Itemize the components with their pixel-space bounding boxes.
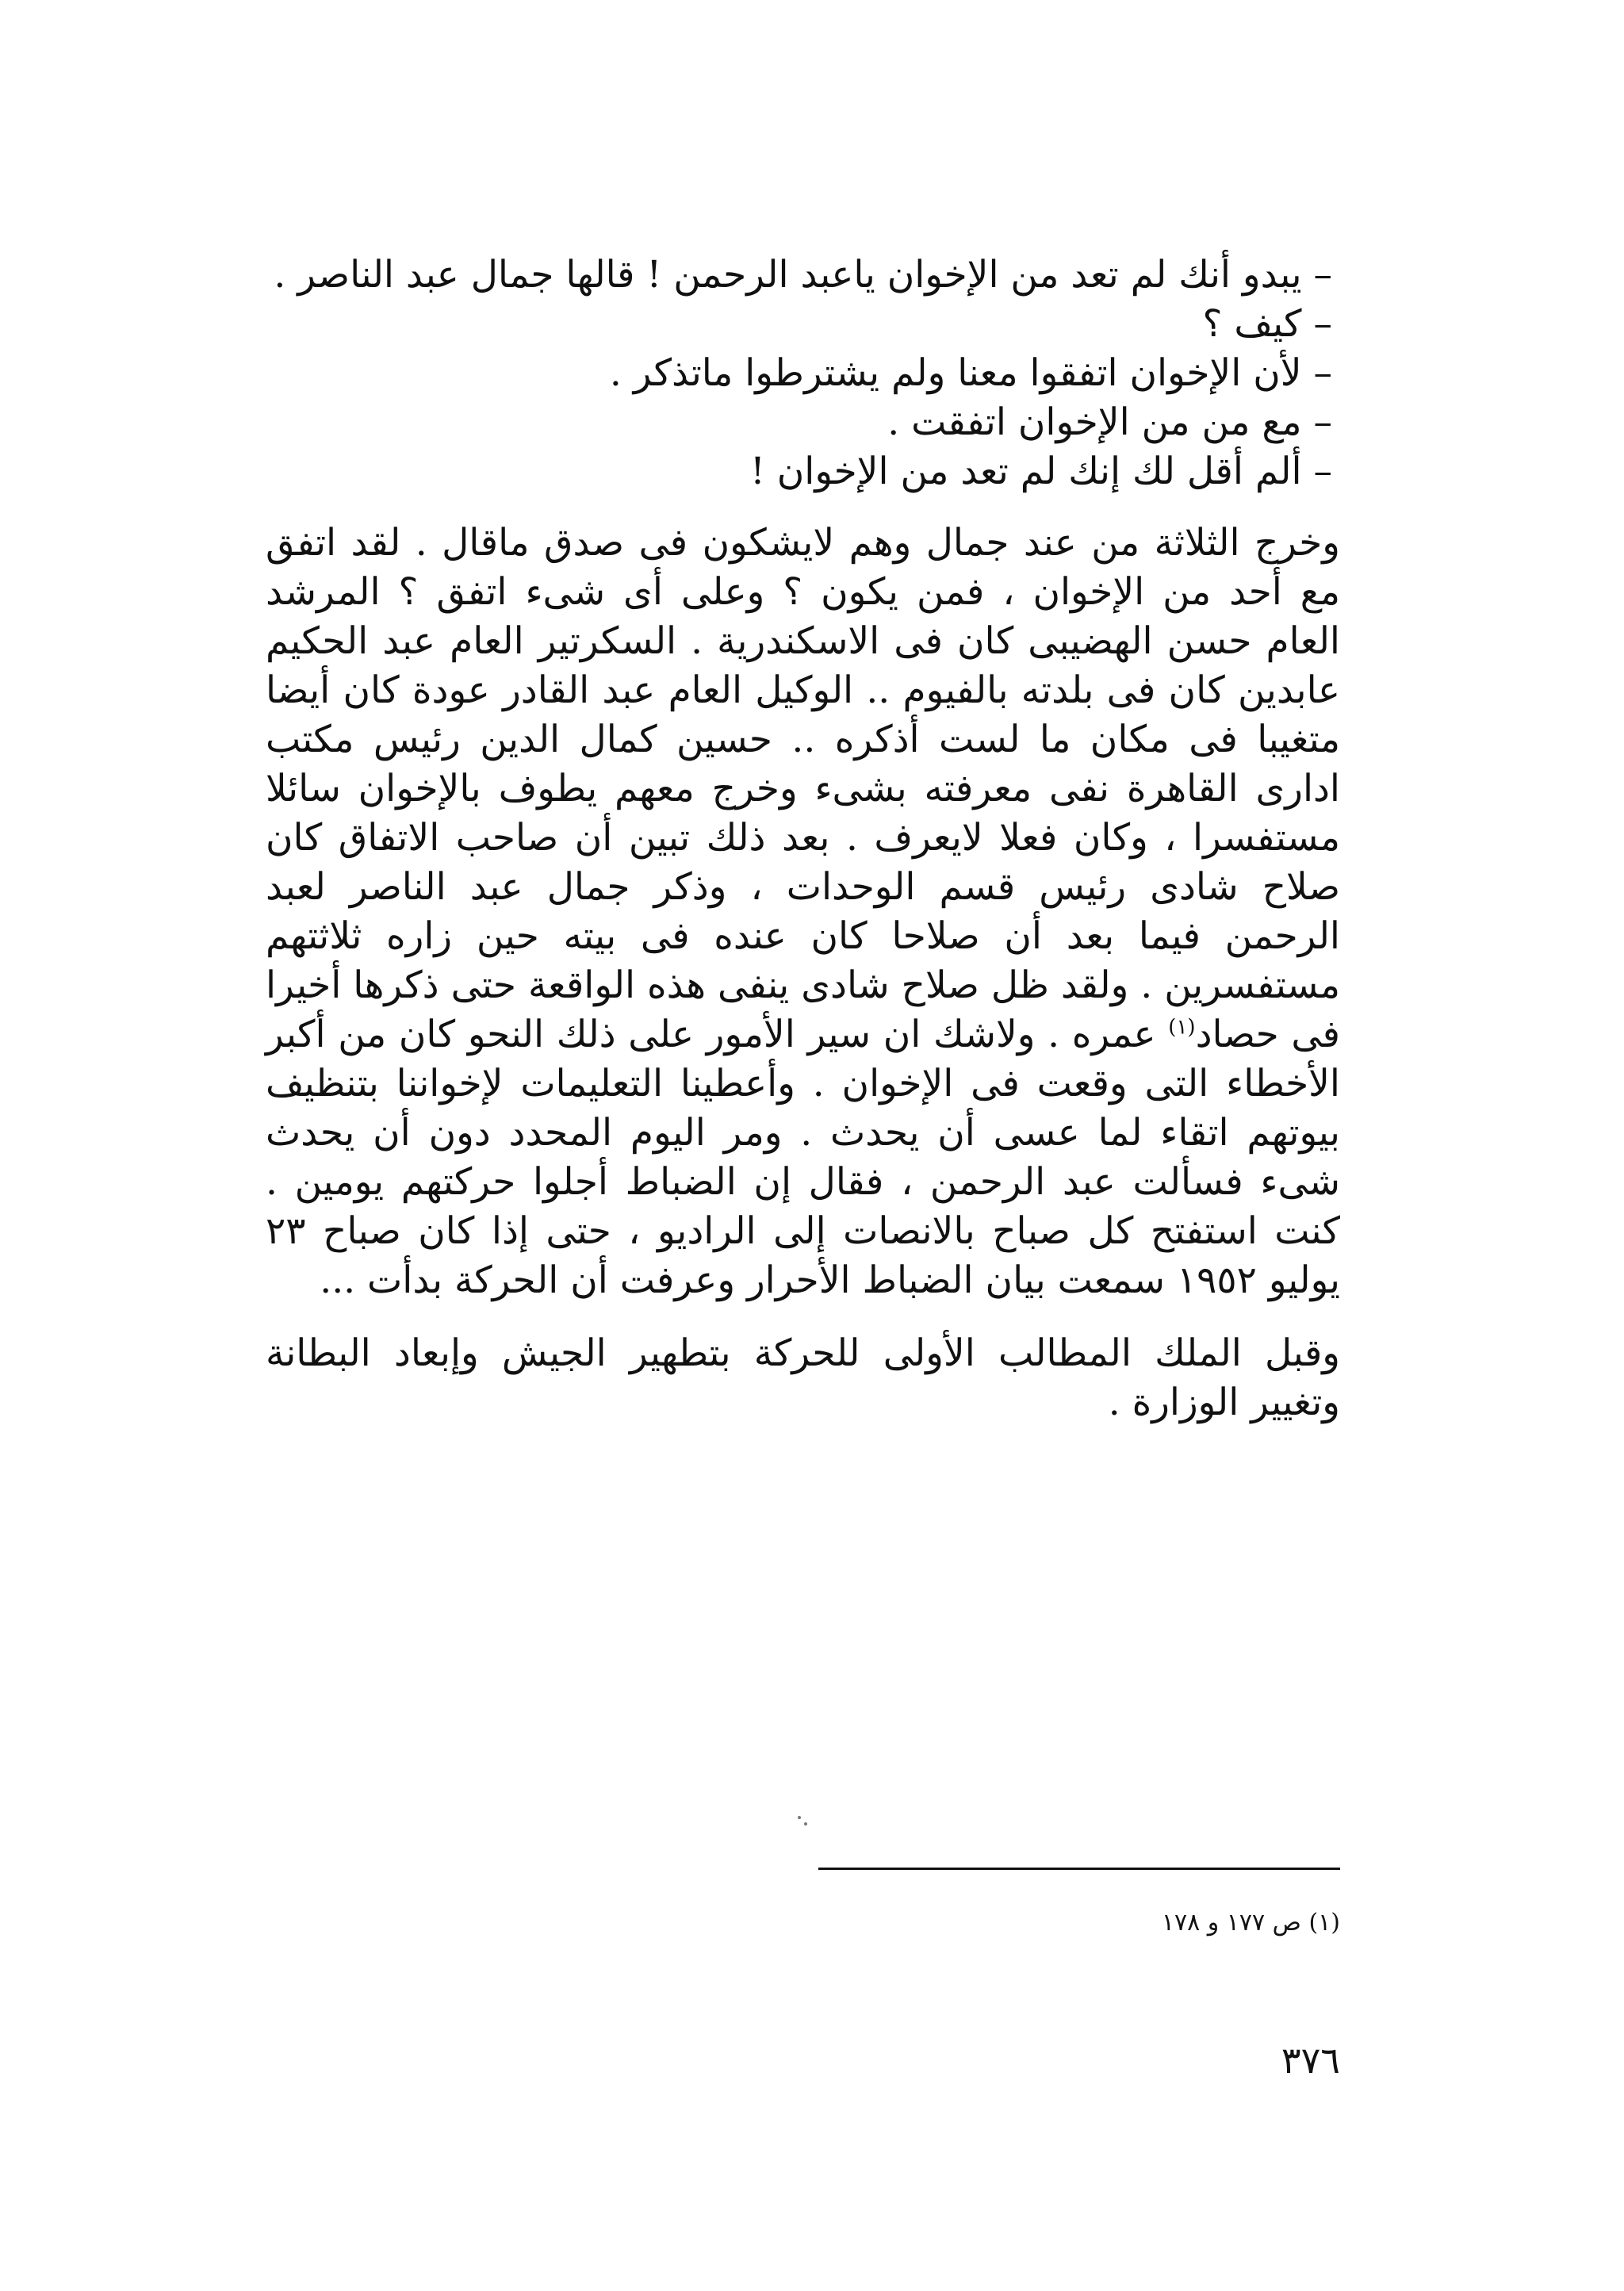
dialogue-line: – كيف ؟ bbox=[1202, 302, 1332, 346]
main-paragraph bbox=[266, 519, 1340, 1305]
footnote-reference-marker: (١) bbox=[1168, 1015, 1196, 1040]
page-body-text bbox=[266, 251, 1340, 1427]
footnote-separator-rule bbox=[818, 1868, 1340, 1870]
scan-speck bbox=[798, 1816, 801, 1819]
dialogue-block bbox=[266, 251, 1340, 496]
dialogue-line: – يبدو أنك لم تعد من الإخوان ياعبد الرحمن ! قالها جمال عبد الناصر . bbox=[274, 253, 1332, 297]
page-number: ٣٧٦ bbox=[1281, 2039, 1340, 2082]
dialogue-line: – مع من من الإخوان اتفقت . bbox=[887, 400, 1332, 444]
scan-speck bbox=[804, 1822, 807, 1826]
dialogue-line: – ألم أقل لك إنك لم تعد من الإخوان ! bbox=[749, 450, 1332, 493]
final-paragraph: وقبل الملك المطالب الأولى للحركة بتطهير الجيش وإبعاد البطانة وتغيير الوزارة . bbox=[266, 1331, 1340, 1424]
main-paragraph-text-part2: عمره . ولاشك ان سير الأمور على ذلك النحو كان من أكبر الأخطاء التى وقعت فى الإخوان . وأعطينا التعليمات لإخواننا بتنظيف بيوتهم اتقاء لما عسى أن يحدث . ومر اليوم المحدد دون أن يحدث شىء فسألت عبد الرحمن ، فقال إن الضباط أجلوا حركتهم يومين . كنت استفتح كل صباح بالانصات إلى الراديو ، حتى إذا كان صباح ٢٣ يوليو ١٩٥٢ سمعت بيان الضباط الأحرار وعرفت أن الحركة بدأت ... bbox=[266, 1013, 1340, 1302]
footnote: (١) ص ١٧٧ و ١٧٨ bbox=[1161, 1909, 1340, 1937]
dialogue-line: – لأن الإخوان اتفقوا معنا ولم يشترطوا ماتذكر . bbox=[609, 351, 1332, 395]
main-paragraph-text-part1: وخرج الثلاثة من عند جمال وهم لايشكون فى صدق ماقال . لقد اتفق مع أحد من الإخوان ، فمن يكون ؟ وعلى أى شىء اتفق ؟ المرشد العام حسن الهضيبى كان فى الاسكندرية . السكرتير العام عبد الحكيم عابدين كان فى بلدته بالفيوم .. الوكيل العام عبد القادر عودة كان أيضا متغيبا فى مكان ما لست أذكره .. حسين كمال الدين رئيس مكتب ادارى القاهرة نفى معرفته بشىء وخرج معهم يطوف بالإخوان سائلا مستفسرا ، وكان فعلا لايعرف . بعد ذلك تبين أن صاحب الاتفاق كان صلاح شادى رئيس قسم الوحدات ، وذكر جمال عبد الناصر لعبد الرحمن فيما بعد أن صلاحا كان عنده فى بيته حين زاره ثلاثتهم مستفسرين . ولقد ظل صلاح شادى ينفى هذه الواقعة حتى ذكرها أخيرا فى حصاد bbox=[266, 521, 1340, 1056]
